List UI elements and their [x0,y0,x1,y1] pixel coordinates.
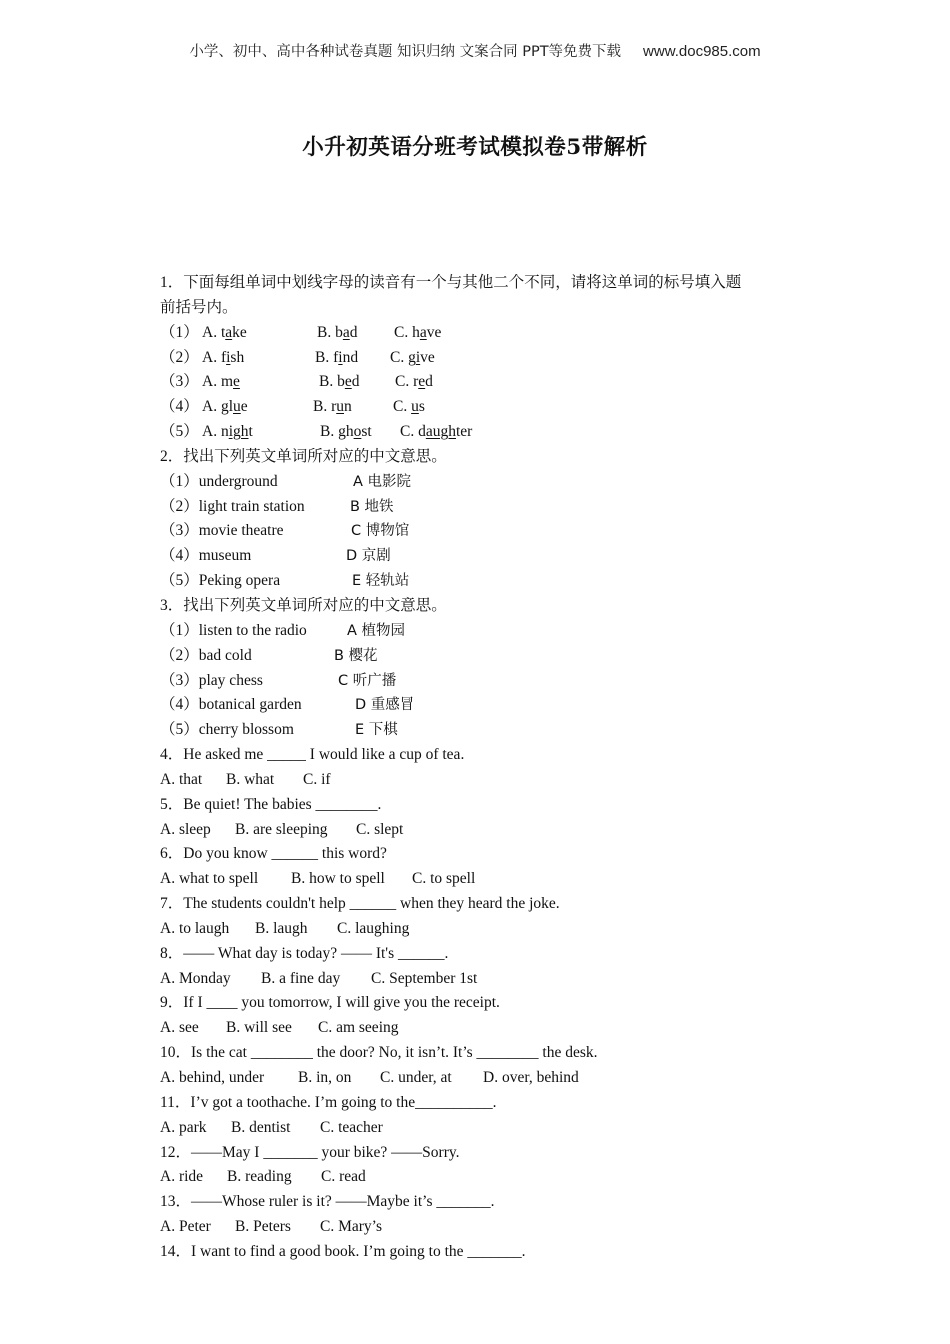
q1-option-a: A. me [202,373,240,391]
question-stem: 7．The students couldn't help ______ when they heard the joke. [160,895,560,913]
answer-option: A. Monday [160,969,231,987]
question-options [160,1215,800,1240]
q2-chinese: E 轻轨站 [352,573,410,590]
q1-option-a: A. glue [202,398,248,416]
answer-option: A. behind, under [160,1069,265,1086]
q1-option-c: C. give [390,348,435,366]
question-options [160,917,800,942]
question-options [160,1165,800,1190]
q3-english: （1）listen to the radio [160,621,307,639]
q2-english: （5）Peking opera [160,572,281,590]
q1-option-c: C. us [393,398,425,416]
answer-option: D. over, behind [483,1069,579,1086]
q2-stem: 2．找出下列英文单词所对应的中文意思。 [160,447,447,465]
q1-option-b: B. bed [319,373,360,391]
answer-option: B. will see [226,1019,292,1037]
q1-option-a: A. fish [202,348,245,366]
q1-stem-line1: 1．下面每组单词中划线字母的读音有一个与其他二个不同，请将这单词的标号填入题 [160,274,742,291]
q3-stem: 3．找出下列英文单词所对应的中文意思。 [160,596,447,614]
q1-rows [160,321,800,445]
q2-chinese: A 电影院 [353,473,412,490]
underlined-letters: e [344,373,352,391]
q1-option-b: B. ghost [320,423,372,441]
question-stem: 9．If I ____ you tomorrow, I will give you the receipt. [160,994,500,1012]
underlined-letters: e [418,373,426,391]
q1-row-number: （2） [160,348,199,366]
q1-option-b: B. run [313,398,352,416]
answer-option: B. laugh [255,919,308,937]
question-stem: 14．I want to find a good book. I’m going to the _______. [160,1242,526,1260]
question-stem: 13．——Whose ruler is it? ——Maybe it’s _______. [160,1193,495,1211]
q3-english: （5）cherry blossom [160,721,294,739]
q1-row [160,321,800,346]
page-title: 小升初英语分班考试模拟卷5带解析 [302,135,648,160]
q2-english: （2）light train station [160,497,305,515]
q3-chinese: D 重感冒 [355,697,415,714]
answer-option: A. park [160,1118,207,1136]
q1-row-number: （3） [160,373,199,391]
q1-row [160,420,800,445]
q2-row [160,519,800,544]
q3-row [160,693,800,718]
underlined-letters: a [225,323,233,341]
q1-row-number: （1） [160,323,199,341]
q3-chinese: A 植物园 [347,622,406,639]
q1-option-a: A. take [202,323,247,341]
q1-stem-line2: 前括号内。 [160,298,238,316]
q1-option-c: C. have [394,323,442,341]
q2-chinese: C 博物馆 [351,523,410,540]
q3-row [160,669,800,694]
question-options [160,1066,800,1091]
q2-row [160,569,800,594]
answer-option: B. how to spell [291,870,385,888]
question-options [160,768,800,793]
answer-option: B. Peters [235,1218,291,1236]
question-stem: 4．He asked me _____ I would like a cup of tea. [160,746,465,764]
answer-option: B. dentist [231,1118,291,1136]
q1-option-b: B. find [315,348,359,366]
q3-chinese: E 下棋 [355,722,398,739]
answer-option: C. under, at [380,1069,452,1086]
underlined-letters: i [338,348,343,366]
q2-row [160,544,800,569]
underlined-letters: u [233,398,241,416]
question-stem: 12．——May I _______ your bike? ——Sorry. [160,1143,460,1161]
header-text: 小学、初中、高中各种试卷真题 知识归纳 文案合同 PPT等免费下载 [189,44,622,60]
q2-english: （1）underground [160,472,278,490]
answer-option: A. see [160,1019,199,1037]
page-header [0,40,950,61]
answer-option: A. what to spell [160,870,259,888]
question-stem: 5．Be quiet! The babies ________. [160,795,382,813]
question-stem: 6．Do you know ______ this word? [160,845,387,863]
q2-rows [160,470,800,594]
question-stem: 10．Is the cat ________ the door? No, it isn’t. It’s ________ the desk. [160,1044,598,1062]
underlined-letters: u [411,398,419,416]
q2-english: （3）movie theatre [160,522,284,540]
q1-row-number: （5） [160,423,199,441]
underlined-letters: a [342,323,350,341]
q3-rows [160,619,800,743]
answer-option: C. am seeing [318,1019,399,1037]
question-options [160,1116,800,1141]
multiple-choice-questions [160,743,800,1265]
q1-row [160,370,800,395]
answer-option: C. to spell [412,870,476,888]
question-options [160,1016,800,1041]
answer-option: C. teacher [320,1118,383,1136]
q3-chinese: B 樱花 [334,647,378,664]
answer-option: B. in, on [298,1069,352,1086]
q2-chinese: B 地铁 [350,498,394,515]
answer-option: C. September 1st [371,969,478,987]
answer-option: A. that [160,770,203,788]
answer-option: B. what [226,770,275,788]
question-options [160,818,800,843]
header-site-link[interactable]: www.doc985.com [643,43,761,60]
q1-option-b: B. bad [317,323,358,341]
answer-option: B. reading [227,1168,292,1186]
q2-row [160,470,800,495]
underlined-letters: e [233,373,240,391]
underlined-letters: u [336,398,344,416]
q3-row [160,619,800,644]
underlined-letters: i [226,348,231,366]
q1-row [160,346,800,371]
answer-option: C. Mary’s [320,1218,382,1236]
q3-row [160,718,800,743]
q1-option-c: C. red [395,373,433,391]
underlined-letters: a [419,323,427,341]
answer-option: C. slept [356,820,404,838]
q1-row-number: （4） [160,398,199,416]
question-stem: 11．I’v got a toothache. I’m going to the__________. [160,1093,497,1111]
answer-option: A. Peter [160,1218,211,1236]
q1-option-a: A. night [202,423,253,441]
q3-row [160,644,800,669]
underlined-letters: augh [425,423,456,441]
q2-chinese: D 京剧 [346,548,391,565]
answer-option: B. are sleeping [235,820,328,838]
q3-english: （4）botanical garden [160,696,302,714]
underlined-letters: o [353,423,362,441]
exam-content [160,271,800,1265]
underlined-letters: igh [228,423,249,441]
answer-option: A. sleep [160,820,211,838]
q3-english: （3）play chess [160,671,263,689]
question-options [160,967,800,992]
q2-english: （4）museum [160,547,252,565]
answer-option: C. read [321,1168,366,1186]
underlined-letters: i [415,348,421,366]
q1-row [160,395,800,420]
answer-option: C. if [303,770,331,788]
answer-option: B. a fine day [261,969,341,987]
answer-option: C. laughing [337,919,410,937]
q3-english: （2）bad cold [160,646,252,664]
q3-chinese: C 听广播 [338,672,397,689]
question-options [160,867,800,892]
answer-option: A. ride [160,1168,204,1186]
answer-option: A. to laugh [160,919,230,937]
question-stem: 8．—— What day is today? —— It's ______. [160,944,449,962]
q2-row [160,495,800,520]
q1-option-c: C. daughter [400,423,473,441]
